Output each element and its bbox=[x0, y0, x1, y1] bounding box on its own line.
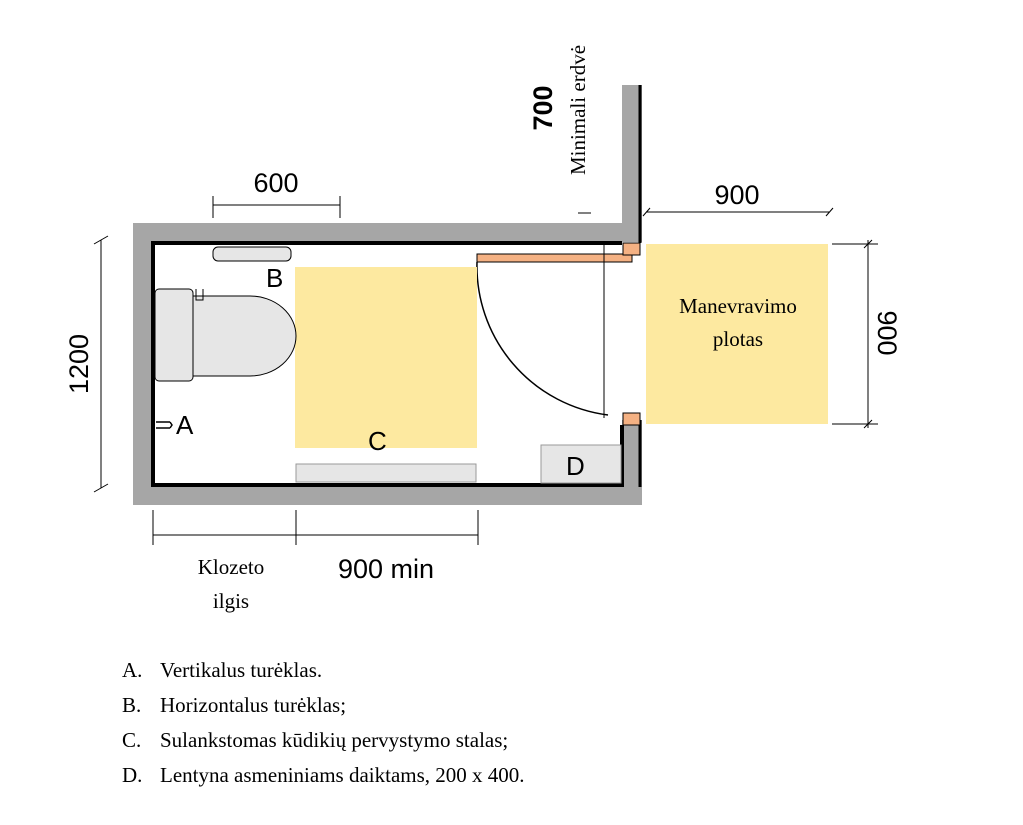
door-jamb-bottom bbox=[623, 413, 640, 425]
dim-toilet-length-line2: ilgis bbox=[212, 589, 250, 613]
legend-item-a bbox=[122, 653, 525, 688]
dim-maneuver-depth: 900 bbox=[872, 310, 902, 356]
vertical-rail bbox=[156, 422, 172, 428]
legend-text: Horizontalus turėklas; bbox=[160, 693, 347, 717]
door bbox=[477, 243, 640, 425]
marker-c: C bbox=[368, 426, 387, 456]
dim-toilet-length-line1: Klozeto bbox=[197, 555, 265, 579]
marker-b: B bbox=[266, 263, 284, 293]
legend-item-b bbox=[122, 688, 525, 723]
door-jamb-top bbox=[623, 243, 640, 255]
toilet-tank bbox=[155, 289, 193, 381]
legend-text: Sulankstomas kūdikių pervystymo stalas; bbox=[160, 728, 509, 752]
legend-letter: C. bbox=[122, 728, 142, 752]
toilet-bowl bbox=[193, 296, 296, 376]
door-leaf bbox=[477, 254, 632, 262]
legend-item-d bbox=[122, 758, 525, 793]
dim-approach-label: Minimali erdvė bbox=[566, 44, 590, 176]
legend-letter: D. bbox=[122, 763, 143, 787]
legend-letter: B. bbox=[122, 693, 142, 717]
dim-room-depth: 1200 bbox=[64, 333, 94, 395]
door-swing-arc bbox=[477, 262, 608, 415]
legend-item-c bbox=[122, 723, 525, 758]
horizontal-rail bbox=[213, 247, 291, 261]
legend-text: Lentyna asmeniniams daiktams, 200 x 400. bbox=[160, 763, 525, 787]
changing-table bbox=[295, 267, 477, 448]
floor-strip bbox=[296, 464, 476, 482]
dim-rail-length: 600 bbox=[253, 168, 299, 198]
legend-text: Vertikalus turėklas. bbox=[160, 658, 323, 682]
maneuver-area-label-line1: Manevravimo bbox=[679, 294, 797, 318]
legend-letter: A. bbox=[122, 658, 143, 682]
dim-bottom-clearance: 900 min bbox=[337, 554, 435, 584]
maneuver-area-label-line2: plotas bbox=[712, 327, 764, 351]
fixtures bbox=[155, 244, 828, 483]
marker-a: A bbox=[176, 410, 194, 440]
dim-approach-depth: 700 bbox=[528, 85, 558, 131]
legend-list bbox=[122, 653, 525, 793]
marker-d: D bbox=[566, 451, 585, 481]
dim-maneuver-width: 900 bbox=[714, 180, 760, 210]
